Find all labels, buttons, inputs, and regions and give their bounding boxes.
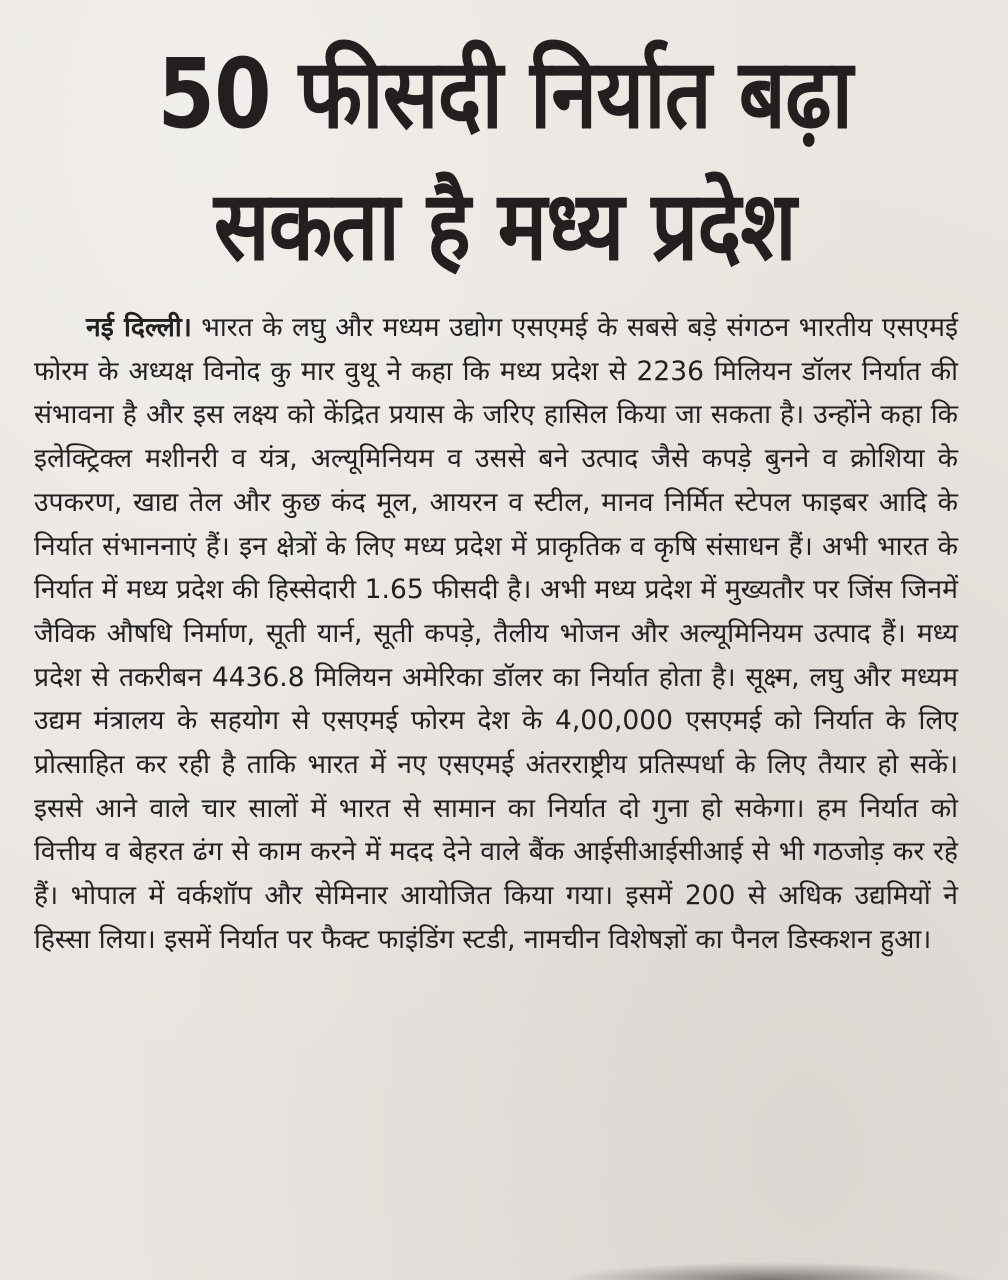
headline-line-1: 50 फीसदी निर्यात बढ़ा [157,38,853,150]
dateline: नई दिल्ली। [86,312,192,343]
article-body [34,306,958,962]
headline [40,28,970,292]
article-body-text: भारत के लघु और मध्यम उद्योग एसएमई के सबसे बड़े संगठन भारतीय एसएमई फोरम के अध्यक्ष विनोद कु मार वुथू ने कहा कि मध्य प्रदेश से 2236 मिलियन डॉलर निर्यात की संभावना है और इस लक्ष्य को केंद्रित प्रयास के जरिए हासिल किया जा सकता है। उन्होंने कहा कि इलेक्ट्रिक्ल मशीनरी व यंत्र, अल्यूमिनियम व उससे बने उत्पाद जैसे कपड़े बुनने व क्रोशिया के उपकरण, खाद्य तेल और कुछ कंद मूल, आयरन व स्टील, मानव निर्मित स्टेपल फाइबर आदि के निर्यात संभाननाएं हैं। इन क्षेत्रों के लिए मध्य प्रदेश में प्राकृतिक व कृषि संसाधन हैं। अभी भारत के निर्यात में मध्य प्रदेश की हिस्सेदारी 1.65 फीसदी है। अभी मध्य प्रदेश में मुख्यतौर पर जिंस जिनमें जैविक औषधि निर्माण, सूती यार्न, सूती कपड़े, तैलीय भोजन और अल्यूमिनियम उत्पाद हैं। मध्य प्रदेश से तकरीबन 4436.8 मिलियन अमेरिका डॉलर का निर्यात होता है। सूक्ष्म, लघु और मध्यम उद्यम मंत्रालय के सहयोग से एसएमई फोरम देश के 4,00,000 एसएमई को निर्यात के लिए प्रोत्साहित कर रही है ताकि भारत में नए एसएमई अंतरराष्ट्रीय प्रतिस्पर्धा के लिए तैयार हो सकें। इससे आने वाले चार सालों में भारत से सामान का निर्यात दो गुना हो सकेगा। हम निर्यात को वित्तीय व बेहरत ढंग से काम करने में मदद देने वाले बैंक आईसीआईसीआई से भी गठजोड़ कर रहे हैं। भोपाल में वर्कशॉप और सेमिनार आयोजित किया गया। इसमें 200 से अधिक उद्यमियों ने हिस्सा लिया। इसमें निर्यात पर फैक्ट फाइंडिंग स्टडी, नामचीन विशेषज्ञों का पैनल डिस्कशन हुआ। [34,312,958,955]
headline-line-2: सकता है मध्य प्रदेश [213,170,796,282]
page-edge-shadow [560,1262,980,1280]
